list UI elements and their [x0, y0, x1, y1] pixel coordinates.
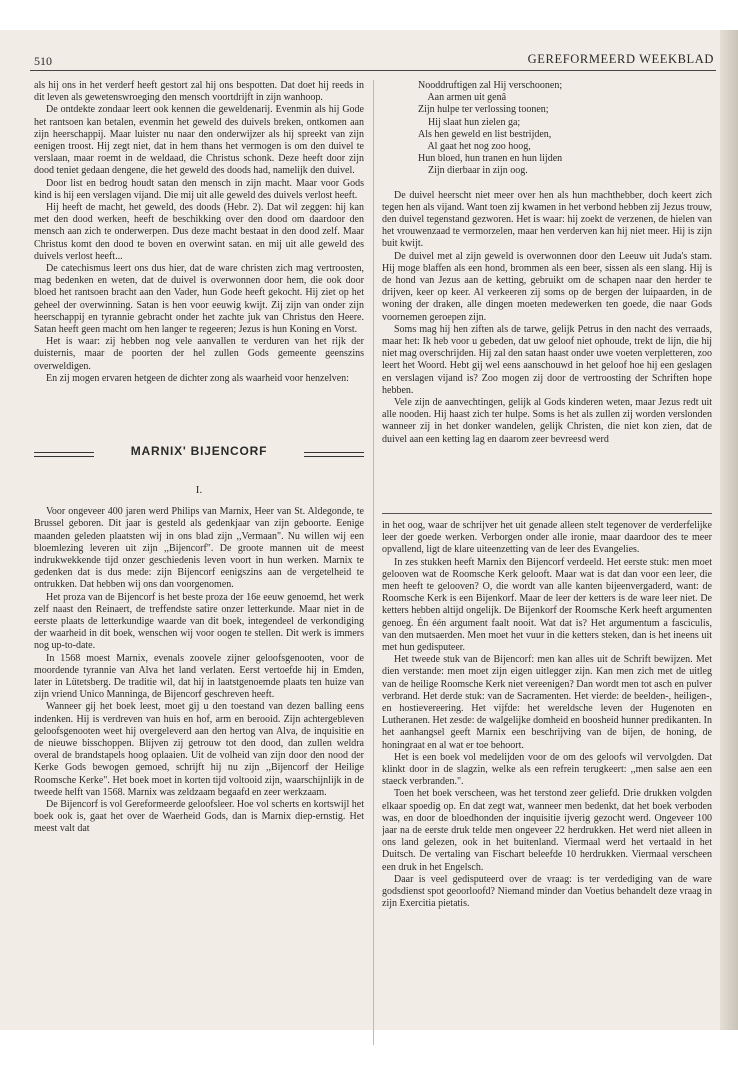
section-title: MARNIX' BIJENCORF [130, 444, 268, 458]
article-right-bottom [382, 520, 712, 1046]
poem-line: Nooddruftigen zal Hij verschoonen; [418, 80, 563, 91]
paragraph: Daar is veel gedisputeerd over de vraag: is ter verdediging van de ware godsdienst spot geoorloofd? Niemand minder dan Voetius behandelt deze vraag in zijn Exercitia pietatis. [382, 873, 712, 910]
scanned-page [0, 30, 738, 1030]
poem-line: Al gaat het nog zoo hoog, [418, 141, 531, 153]
poem-line: Aan armen uit genâ [418, 92, 507, 104]
poem-quote [418, 80, 712, 178]
paragraph: De ontdekte zondaar leert ook kennen die geweldenarij. Evenmin als hij Gode het rantsoen kan betalen, evenmin het geweld des duivels breken, ontkomen aan zijn heerschappij. Maar luister nu naar den onderwijzer als hij spreekt van zijn eenigen troost. Hij zegt niet, dat in hem thans het vermogen is om den duivel te verslaan, maar roemt in de weldaad, die Christus schonk. Deze heeft door zijn dood teniet gedaan dengene, die het geweld des doods had, namelijk den duivel. [34, 104, 364, 177]
paragraph: In 1568 moest Marnix, evenals zoovele zijner geloofsgenooten, voor de moordende tyrannie van Alva het land verlaten. Eerst vertoefde hij in Emden, later in Lütetsberg. De traditie wil, dat hij in laatstgenoemde plaats ten huize van zijn vriend Unico Manninga, de Bijencorf geschreven heeft. [34, 652, 364, 701]
page-number: 510 [34, 54, 52, 68]
poem-line: Als hen geweld en list bestrijden, [418, 128, 552, 140]
paragraph: Het is waar: zij hebben nog vele aanvallen te verduren van het rijk der duisternis, maar de poorten der hel zullen Gods gemeente geenszins overweldigen. [34, 336, 364, 372]
paragraph: Wanneer gij het boek leest, moet gij u den toestand van dezen balling eens indenken. Hij is verdreven van huis en hof, arm en berooid. Zijn achtergebleven geloofsgenooten weet hij overgeleverd aan den hertog van Alva, de inquisitie en de nieuwe bisschoppen. Blijven zij getrouw tot den dood, dan zullen weldra overal de brandstapels hoog oplaaien. Uit de volheid van zijn door den nood der Kerke Gods bewogen gemoed, schrijft hij nu zijn ,,Bijencorf der Heilige Roomsche Kerke". Het boek moet in korten tijd voltooid zijn, waarschijnlijk in de tweede helft van 1568. Marnix was zeldzaam begaafd en zeer werkzaam. [34, 701, 364, 798]
article-left-bottom [34, 480, 364, 1042]
article-left-top [34, 80, 364, 490]
publication-title: GEREFORMEERD WEEKBLAD [527, 52, 714, 66]
paragraph: Het is een boek vol medelijden voor de om des geloofs wil vervolgden. Dat klinkt door in de slagzin, welke als een refrein terugkeert: ,,men salse aen een staeck verbranden.". [382, 751, 712, 788]
section-separator [382, 513, 712, 514]
paragraph: Het tweede stuk van de Bijencorf: men kan alles uit de Schrift bewijzen. Met dien verstande: men moet zijn eigen uitlegger zijn. Kan men zich met de uitleg van de heilige Roomsche Kerk niet vereenigen? Dan wordt men tot asch en pulver verbrand. Het derde stuk: van de Sacramenten. Het vierde: de beelden-, heiligen-, en hostievereering. Het vijfde: het wereldsche leven der Hugenoten en Lutheranen. Het zesde: de walgelijke domheid en boosheid hunner predikanten. In het aanhangsel geeft Marnix een beschrijving van de bijen, de honing, de honingraat en al wat er toe behoort. [382, 654, 712, 751]
page-edge-shadow [720, 30, 738, 1030]
section-number: I. [195, 484, 203, 496]
heading-rule-right [304, 452, 364, 457]
paragraph: Toen het boek verscheen, was het terstond zeer geliefd. Drie drukken volgden elkaar spoedig op. En dat zegt wat, wanneer men bedenkt, dat het boek verboden was, en door de bloedhonden der inquisitie ijverig gezocht werd. Ongeveer 100 jaar na de eerste druk telde men ongeveer 22 herdrukken. Het werd niet alleen in ons land gelezen, ook in het buitenland. Viermaal werd het vertaald in het Duitsch. De vertaling van Fischart beleefde 10 herdrukken. Viermaal verscheen een druk in het Engelsch. [382, 788, 712, 873]
paragraph: Het proza van de Bijencorf is het beste proza der 16e eeuw genoemd, het werk zelf naast den Reinaert, de treffendste satire onzer letterkunde. Maar niet in de eerste plaats de letterkundige waarde van dit boek, integendeel de verkondiging der waarheid in dit boek, wenschen wij voor oogen te stellen. Dit werk is immers nog up-to-date. [34, 591, 364, 652]
paragraph: als hij ons in het verderf heeft gestort zal hij ons bespotten. Dat doet hij reeds in dit leven als gewetenswroeging den mensch voortdrijft in zijn wanhoop. [34, 80, 364, 104]
poem-line: Hun bloed, hun tranen en hun lijden [418, 153, 563, 165]
paragraph: Hij heeft de macht, het geweld, des doods (Hebr. 2). Dat wil zeggen: hij kan met den dood werken, heeft de beschikking over den dood om daardoor den mensch aan zich te onderwerpen. Dus deze macht bestaat in den dood zelf. Maar Christus komt den dood te boven en overwint satan. en mij uit alle geweld des duivels verlost heeft... [34, 202, 364, 262]
heading-rule-left [34, 452, 94, 457]
poem-line: Zijn hulpe ter verlossing toonen; [418, 104, 549, 116]
paragraph: De catechismus leert ons dus hier, dat de ware christen zich mag vertroosten, mag bedenken en weten, dat de duivel is overwonnen door hem, die ook door bloed het rantsoen bracht aan den Vader, hun Gode heeft gekocht. Hij ziet op het geheel der overwinning. Satan is hen voor eeuwig kwijt. Zij zijn van onder zijn heerschappij en tyrannie gebracht onder het zachte juk van Christus den Heere. Satan heeft geen macht om hen langer te regeeren; Jezus is hun Koning en Vorst. [34, 263, 364, 336]
paragraph: Soms mag hij hen ziften als de tarwe, gelijk Petrus in den nacht des verraads, maar het: Ik heb voor u gebeden, dat uw geloof niet ophoude, trekt de lijn, die hij niet mag overschrijden. Hij zal den satan haast onder uwe voeten verpletteren, zoo leert het Woord. Hebt gij wel eens aanschouwd in het geloof hoe hij een geslagen en verslagen vijand is? Zoo mogen zij door de vertroosting der Schriften hope hebben. [382, 323, 712, 396]
column-gutter [373, 80, 374, 1045]
paragraph: En zij mogen ervaren hetgeen de dichter zong als waarheid voor henzelven: [46, 372, 349, 384]
paragraph: De duivel met al zijn geweld is overwonnen door den Leeuw uit Juda's stam. Hij moge blaffen als een hond, brommen als een beer, sissen als een slang. Hij is de hond van Jezus aan de ketting, gebruikt om de schapen naar den herder te drijven, keer op keer. Al verkeeren zij soms op de bergen der luipaarden, in de woning der draken, alle dingen moeten medewerken ten goede, die naar Gods voornemen geroepen zijn. [382, 250, 712, 323]
paragraph: De Bijencorf is vol Gereformeerde geloofsleer. Hoe vol scherts en kortswijl het boek ook is, gaat het over de Waerheid Gods, dan is Marnix diep-ernstig. Het meest valt dat [34, 799, 364, 835]
article-right-top [382, 80, 712, 500]
poem-line: Hij slaat hun zielen ga; [418, 116, 521, 128]
poem-line: Zijn dierbaar in zijn oog. [418, 165, 528, 177]
page-header [30, 50, 716, 71]
paragraph: Vele zijn de aanvechtingen, gelijk al Gods kinderen weten, maar Jezus redt uit alle nooden. Hij haast zich ter hulpe. Soms is het als zullen zij worden verslonden wanneer zij in het donker wandelen, gelijk Christen, die niet kon zien, dat de duivel aan een ketting lag en daarom zeer bevreesd werd [382, 397, 712, 445]
paragraph: Voor ongeveer 400 jaren werd Philips van Marnix, Heer van St. Aldegonde, te Brussel geboren. Dit jaar is gesteld als gedenkjaar van zijn geboorte. Eenige maanden geleden plaatsten wij in ons blad zijn ,,Vermaan". Nu willen wij een bloemlezing leveren uit zijn ,,Bijencorf". De groote mannen uit de meest indrukwekkende tijd onzer geschiedenis leven voort in hun werken. Marnix te gedenken dat is dus mede: zijn Bijencorf eenigszins aan de vergetelheid te ontrukken. Dat hebben wij ons dan voorgenomen. [34, 506, 364, 591]
paragraph: in het oog, waar de schrijver het uit genade alleen stelt tegenover de verderfelijke leer der goede werken. Verborgen onder alle ironie, maar daardoor des te meer opvallend, ligt de klare uiteenzetting van de leer des Evangelies. [382, 520, 712, 556]
paragraph: Door list en bedrog houdt satan den mensch in zijn macht. Maar voor Gods kind is hij een verslagen vijand. Die mij uit alle geweld des duivels verlost heeft. [34, 177, 364, 201]
section-heading [34, 442, 364, 472]
paragraph: De duivel heerscht niet meer over hen als hun machthebber, doch keert zich tegen hen als vijand. Want toen zij kwamen in het verbond hebben zij Jezus trouw, den duivel tegenstand gezworen. Het is waar: hij zoekt de verzenen, de hielen van het vrouwenzaad te vermorzelen, maar hen verderven kan hij niet meer. Hij is zijn buit kwijt. [382, 189, 712, 250]
paragraph: In zes stukken heeft Marnix den Bijencorf verdeeld. Het eerste stuk: men moet gelooven wat de Roomsche Kerk gelooft. Maar wat is dat dan voor een leer, die men heeft te gelooven? O, die wordt van alle kanten bijeenvergaderd, want: de Roomsche Kerk is een Bijenkorf. Maar de leer der ketters is de ware leer niet. De ketters hebben altijd ongelijk. De Bijenkorf der Roomsche Kerk heeft argumenten genoeg. Én één argument faalt nooit. Wat dat is? Het argumentum a fasciculis, van den mutsaerden. Men moet het vuur in die ketters steken, dan is het ineens uit met hun gedisputeer. [382, 556, 712, 654]
